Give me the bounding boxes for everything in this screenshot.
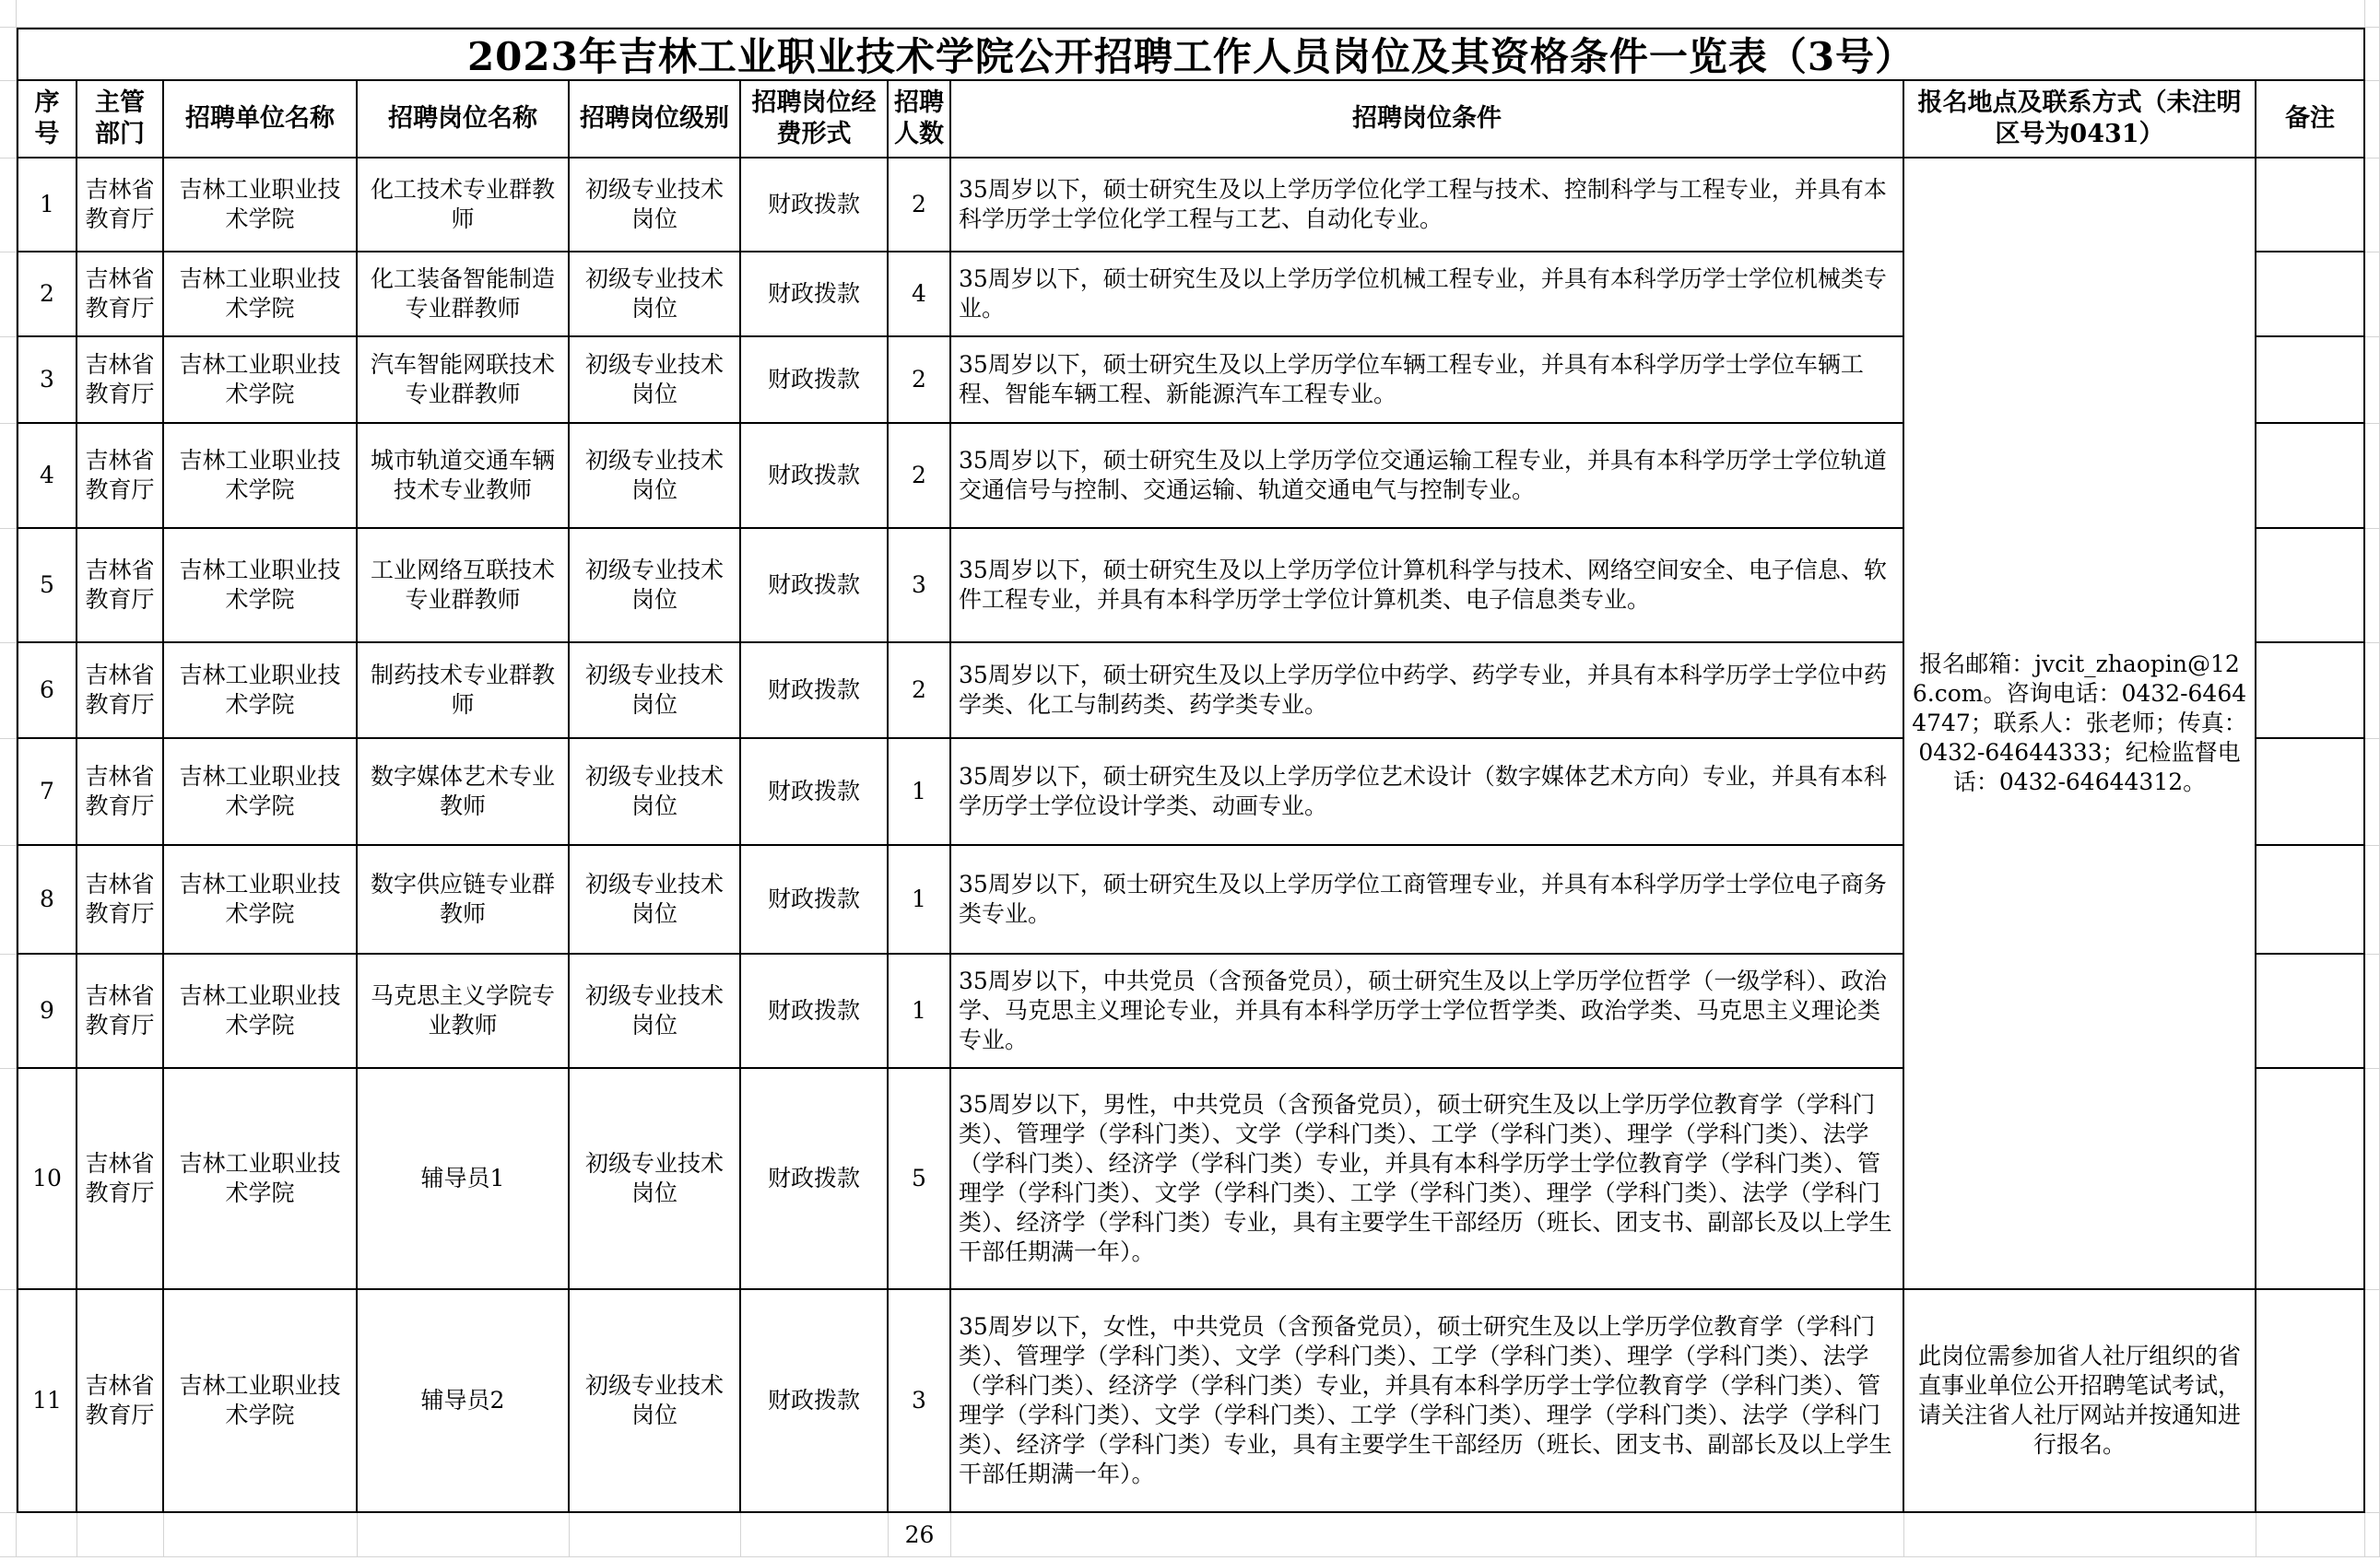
row-10-level-text: 初级专业技术岗位 (584, 1150, 724, 1206)
row-10-remark (2256, 1069, 2365, 1290)
row-2-funding-text: 财政拨款 (767, 280, 860, 307)
row-gutter-right (2365, 81, 2380, 158)
row-5-unit (164, 529, 358, 643)
row-5-funding-text: 财政拨款 (767, 571, 860, 598)
row-1-dept-text: 吉林省教育厅 (85, 176, 155, 232)
row-6-remark (2256, 643, 2365, 739)
row-8-unit-text: 吉林工业职业技术学院 (179, 871, 341, 927)
row-9-unit-text: 吉林工业职业技术学院 (179, 982, 341, 1039)
row-9-dept (77, 955, 164, 1069)
row-5-seq-text: 5 (40, 571, 54, 598)
row-7-dept-text: 吉林省教育厅 (85, 763, 155, 819)
header-level-text: 招聘岗位级别 (580, 104, 729, 133)
row-gutter-right (2365, 643, 2380, 739)
header-contact-text: 报名地点及联系方式（未注明区号为0431） (1917, 88, 2242, 148)
row-1-post-text: 化工技术专业群教师 (370, 176, 555, 232)
row-11-post-text: 辅导员2 (420, 1387, 505, 1414)
row-4-seq (17, 424, 77, 529)
row-gutter-right (2365, 739, 2380, 846)
row-4-remark (2256, 424, 2365, 529)
row-10-funding (741, 1069, 889, 1290)
row-4-unit (164, 424, 358, 529)
row-5-dept-text: 吉林省教育厅 (85, 557, 155, 613)
row-7-conditions-text: 35周岁以下，硕士研究生及以上学历学位艺术设计（数字媒体艺术方向）专业，并具有本科学历学士学位设计学类、动画专业。 (959, 763, 1887, 819)
row-8-dept (77, 846, 164, 955)
total-row-blank (951, 1513, 1904, 1557)
row-gutter-left (0, 28, 17, 81)
row-3-conditions-text: 35周岁以下，硕士研究生及以上学历学位车辆工程专业，并具有本科学历学士学位车辆工程、智能车辆工程、新能源汽车工程专业。 (959, 351, 1864, 407)
row-gutter-left (0, 1069, 17, 1290)
header-count-text: 招聘人数 (894, 88, 944, 148)
total-count-text: 26 (904, 1520, 935, 1548)
row-8-dept-text: 吉林省教育厅 (85, 871, 155, 927)
row-7-count (889, 739, 951, 846)
row-9-unit (164, 955, 358, 1069)
row-8-seq (17, 846, 77, 955)
row-gutter-left (0, 1513, 17, 1557)
top-strip (17, 0, 2365, 28)
row-9-funding (741, 955, 889, 1069)
row-11-conditions-text: 35周岁以下，女性，中共党员（含预备党员），硕士研究生及以上学历学位教育学（学科门类）、管理学（学科门类）、文学（学科门类）、工学（学科门类）、理学（学科门类）、法学（学科门类）、经济学（学科门类）专业，并具有本科学历学士学位教育学（学科门类）、管理学（学科门类）、文学（学科门类）、工学（学科门类）、理学（学科门类）、法学（学科门类）、经济学（学科门类）专业，具有主要学生干部经历（班长、团支书、副部长及以上学生干部任期满一年）。 (959, 1313, 1892, 1487)
row-5-conditions-text: 35周岁以下，硕士研究生及以上学历学位计算机科学与技术、网络空间安全、电子信息、软件工程专业，并具有本科学历学士学位计算机类、电子信息类专业。 (959, 557, 1887, 613)
row-11-unit (164, 1290, 358, 1513)
row-3-funding (741, 337, 889, 424)
row-gutter-right (2365, 955, 2380, 1069)
row-8-count-text: 1 (912, 886, 926, 912)
row-5-funding (741, 529, 889, 643)
row-3-unit (164, 337, 358, 424)
row-2-count (889, 252, 951, 337)
row-10-conditions-text: 35周岁以下，男性，中共党员（含预备党员），硕士研究生及以上学历学位教育学（学科门类）、管理学（学科门类）、文学（学科门类）、工学（学科门类）、理学（学科门类）、法学（学科门类）、经济学（学科门类）专业，并具有本科学历学士学位教育学（学科门类）、管理学（学科门类）、文学（学科门类）、工学（学科门类）、理学（学科门类）、法学（学科门类）、经济学（学科门类）专业，具有主要学生干部经历（班长、团支书、副部长及以上学生干部任期满一年）。 (959, 1091, 1892, 1265)
page-title-text: 2023年吉林工业职业技术学院公开招聘工作人员岗位及其资格条件一览表（3号） (466, 34, 1915, 79)
row-1-unit-text: 吉林工业职业技术学院 (179, 176, 341, 232)
row-1-funding-text: 财政拨款 (767, 191, 860, 217)
row-6-dept-text: 吉林省教育厅 (85, 662, 155, 718)
row-9-count-text: 1 (912, 997, 926, 1024)
row-7-level (570, 739, 741, 846)
row-4-post (358, 424, 570, 529)
row-2-seq-text: 2 (40, 280, 54, 307)
row-1-funding (741, 158, 889, 252)
row-3-dept (77, 337, 164, 424)
row-4-count-text: 2 (912, 462, 926, 488)
row-5-count-text: 3 (912, 571, 926, 598)
header-level (570, 81, 741, 158)
row-7-unit-text: 吉林工业职业技术学院 (179, 763, 341, 819)
row-6-seq (17, 643, 77, 739)
row-5-unit-text: 吉林工业职业技术学院 (179, 557, 341, 613)
row-6-funding (741, 643, 889, 739)
row-2-level (570, 252, 741, 337)
row-6-unit-text: 吉林工业职业技术学院 (179, 662, 341, 718)
total-row-blank (2256, 1513, 2365, 1557)
row-10-seq-text: 10 (32, 1165, 62, 1191)
row-3-seq-text: 3 (40, 366, 54, 393)
row-6-level-text: 初级专业技术岗位 (584, 662, 724, 718)
row-gutter-right (2365, 252, 2380, 337)
row-11-level-text: 初级专业技术岗位 (584, 1372, 724, 1428)
row-1-post (358, 158, 570, 252)
row-6-conditions-text: 35周岁以下，硕士研究生及以上学历学位中药学、药学专业，并具有本科学历学士学位中药学类、化工与制药类、药学类专业。 (959, 662, 1887, 718)
header-post (358, 81, 570, 158)
row-6-count-text: 2 (912, 676, 926, 703)
row-7-conditions (951, 739, 1904, 846)
row-8-funding (741, 846, 889, 955)
row-9-conditions-text: 35周岁以下，中共党员（含预备党员），硕士研究生及以上学历学位哲学（一级学科）、政治学、马克思主义理论专业，并具有本科学历学士学位哲学类、政治学类、马克思主义理论类专业。 (959, 968, 1887, 1053)
row-gutter-right (2365, 1513, 2380, 1557)
row-4-seq-text: 4 (40, 462, 54, 488)
row-2-level-text: 初级专业技术岗位 (584, 265, 724, 322)
row-5-dept (77, 529, 164, 643)
row-1-conditions (951, 158, 1904, 252)
row-gutter-left (0, 0, 17, 28)
row-8-post (358, 846, 570, 955)
row-8-seq-text: 8 (40, 886, 54, 912)
contact-info-row-11 (1904, 1290, 2256, 1513)
row-gutter-left (0, 337, 17, 424)
row-gutter-left (0, 1290, 17, 1513)
row-4-level-text: 初级专业技术岗位 (584, 447, 724, 503)
total-row-blank (1904, 1513, 2256, 1557)
row-7-unit (164, 739, 358, 846)
row-1-remark (2256, 158, 2365, 252)
row-3-level-text: 初级专业技术岗位 (584, 351, 724, 407)
row-2-seq (17, 252, 77, 337)
header-dept-text: 主管部门 (95, 88, 145, 148)
row-11-dept-text: 吉林省教育厅 (85, 1372, 155, 1428)
row-11-level (570, 1290, 741, 1513)
row-11-dept (77, 1290, 164, 1513)
row-3-conditions (951, 337, 1904, 424)
row-4-conditions-text: 35周岁以下，硕士研究生及以上学历学位交通运输工程专业，并具有本科学历学士学位轨道交通信号与控制、交通运输、轨道交通电气与控制专业。 (959, 447, 1887, 503)
row-gutter-left (0, 643, 17, 739)
row-1-count (889, 158, 951, 252)
total-row-blank (164, 1513, 358, 1557)
row-gutter-left (0, 529, 17, 643)
row-1-seq (17, 158, 77, 252)
contact-info-row-11-text: 此岗位需参加省人社厅组织的省直事业单位公开招聘笔试考试，请关注省人社厅网站并按通知进行报名。 (1917, 1343, 2241, 1458)
row-8-post-text: 数字供应链专业群教师 (370, 871, 555, 927)
row-11-conditions (951, 1290, 1904, 1513)
row-7-post (358, 739, 570, 846)
row-9-conditions (951, 955, 1904, 1069)
row-4-post-text: 城市轨道交通车辆技术专业教师 (370, 447, 555, 503)
row-gutter-left (0, 739, 17, 846)
row-10-conditions (951, 1069, 1904, 1290)
row-7-seq-text: 7 (40, 778, 54, 804)
row-5-post (358, 529, 570, 643)
row-gutter-left (0, 955, 17, 1069)
row-8-funding-text: 财政拨款 (767, 886, 860, 912)
row-5-remark (2256, 529, 2365, 643)
row-3-level (570, 337, 741, 424)
row-11-count (889, 1290, 951, 1513)
row-2-remark (2256, 252, 2365, 337)
row-2-dept (77, 252, 164, 337)
row-4-funding (741, 424, 889, 529)
contact-info-merged-text: 报名邮箱：jvcit_zhaopin@126.com。咨询电话：0432-64644747；联系人：张老师；传真：0432-64644333；纪检监督电话：0432-64644312。 (1912, 651, 2247, 795)
row-9-funding-text: 财政拨款 (767, 997, 860, 1024)
row-9-count (889, 955, 951, 1069)
total-row-blank (570, 1513, 741, 1557)
row-2-post (358, 252, 570, 337)
header-seq (17, 81, 77, 158)
header-dept (77, 81, 164, 158)
row-7-level-text: 初级专业技术岗位 (584, 763, 724, 819)
row-10-unit-text: 吉林工业职业技术学院 (179, 1150, 341, 1206)
row-gutter-right (2365, 529, 2380, 643)
row-5-level (570, 529, 741, 643)
row-gutter-left (0, 158, 17, 252)
row-8-level-text: 初级专业技术岗位 (584, 871, 724, 927)
header-funding-text: 招聘岗位经费形式 (751, 88, 877, 148)
row-3-post-text: 汽车智能网联技术专业群教师 (370, 351, 555, 407)
row-11-unit-text: 吉林工业职业技术学院 (179, 1372, 341, 1428)
row-gutter-right (2365, 158, 2380, 252)
row-2-unit (164, 252, 358, 337)
row-11-post (358, 1290, 570, 1513)
total-row-blank (17, 1513, 77, 1557)
row-1-seq-text: 1 (40, 191, 54, 217)
header-remark (2256, 81, 2365, 158)
row-6-dept (77, 643, 164, 739)
header-conditions (951, 81, 1904, 158)
row-5-post-text: 工业网络互联技术专业群教师 (370, 557, 555, 613)
row-5-seq (17, 529, 77, 643)
header-funding (741, 81, 889, 158)
row-gutter-left (0, 81, 17, 158)
row-9-level (570, 955, 741, 1069)
row-2-count-text: 4 (912, 280, 926, 307)
row-gutter-right (2365, 337, 2380, 424)
row-7-post-text: 数字媒体艺术专业教师 (370, 763, 555, 819)
row-11-seq-text: 11 (32, 1387, 62, 1414)
header-seq-text: 序号 (34, 88, 60, 148)
row-8-unit (164, 846, 358, 955)
total-row-blank (77, 1513, 164, 1557)
row-4-conditions (951, 424, 1904, 529)
row-3-unit-text: 吉林工业职业技术学院 (179, 351, 341, 407)
row-2-conditions (951, 252, 1904, 337)
row-8-remark (2256, 846, 2365, 955)
row-6-unit (164, 643, 358, 739)
row-gutter-left (0, 424, 17, 529)
row-7-dept (77, 739, 164, 846)
row-1-unit (164, 158, 358, 252)
row-11-count-text: 3 (912, 1387, 926, 1414)
row-3-count-text: 2 (912, 366, 926, 393)
row-1-count-text: 2 (912, 191, 926, 217)
row-7-count-text: 1 (912, 778, 926, 804)
row-11-funding (741, 1290, 889, 1513)
row-gutter-right (2365, 1069, 2380, 1290)
row-gutter-right (2365, 28, 2380, 81)
row-10-level (570, 1069, 741, 1290)
row-9-level-text: 初级专业技术岗位 (584, 982, 724, 1039)
row-2-funding (741, 252, 889, 337)
row-6-conditions (951, 643, 1904, 739)
contact-info-merged (1904, 158, 2256, 1290)
total-count (889, 1513, 951, 1557)
row-10-post (358, 1069, 570, 1290)
row-6-seq-text: 6 (40, 676, 54, 703)
row-6-level (570, 643, 741, 739)
row-8-count (889, 846, 951, 955)
row-7-funding (741, 739, 889, 846)
row-4-dept-text: 吉林省教育厅 (85, 447, 155, 503)
header-contact (1904, 81, 2256, 158)
row-2-dept-text: 吉林省教育厅 (85, 265, 155, 322)
total-row-blank (741, 1513, 889, 1557)
row-10-dept (77, 1069, 164, 1290)
row-1-conditions-text: 35周岁以下，硕士研究生及以上学历学位化学工程与技术、控制科学与工程专业，并具有本科学历学士学位化学工程与工艺、自动化专业。 (959, 176, 1887, 232)
row-1-dept (77, 158, 164, 252)
row-2-unit-text: 吉林工业职业技术学院 (179, 265, 341, 322)
row-4-count (889, 424, 951, 529)
row-3-dept-text: 吉林省教育厅 (85, 351, 155, 407)
row-10-unit (164, 1069, 358, 1290)
row-5-conditions (951, 529, 1904, 643)
row-10-dept-text: 吉林省教育厅 (85, 1150, 155, 1206)
row-10-count-text: 5 (912, 1165, 926, 1191)
row-11-seq (17, 1290, 77, 1513)
row-11-remark (2256, 1290, 2365, 1513)
row-11-funding-text: 财政拨款 (767, 1387, 860, 1414)
row-8-conditions-text: 35周岁以下，硕士研究生及以上学历学位工商管理专业，并具有本科学历学士学位电子商务类专业。 (959, 871, 1887, 927)
row-gutter-right (2365, 846, 2380, 955)
row-gutter-left (0, 846, 17, 955)
row-9-dept-text: 吉林省教育厅 (85, 982, 155, 1039)
row-4-level (570, 424, 741, 529)
row-4-dept (77, 424, 164, 529)
row-7-funding-text: 财政拨款 (767, 778, 860, 804)
row-5-count (889, 529, 951, 643)
row-3-remark (2256, 337, 2365, 424)
row-gutter-right (2365, 1290, 2380, 1513)
row-9-post (358, 955, 570, 1069)
total-row-blank (358, 1513, 570, 1557)
row-2-conditions-text: 35周岁以下，硕士研究生及以上学历学位机械工程专业，并具有本科学历学士学位机械类专业。 (959, 265, 1887, 322)
header-remark-text: 备注 (2285, 104, 2335, 133)
row-4-funding-text: 财政拨款 (767, 462, 860, 488)
row-4-unit-text: 吉林工业职业技术学院 (179, 447, 341, 503)
row-8-level (570, 846, 741, 955)
row-2-post-text: 化工装备智能制造专业群教师 (370, 265, 555, 322)
row-3-count (889, 337, 951, 424)
row-5-level-text: 初级专业技术岗位 (584, 557, 724, 613)
row-6-post-text: 制药技术专业群教师 (370, 662, 555, 718)
row-9-post-text: 马克思主义学院专业教师 (370, 982, 555, 1039)
row-6-funding-text: 财政拨款 (767, 676, 860, 703)
row-9-seq (17, 955, 77, 1069)
row-3-funding-text: 财政拨款 (767, 366, 860, 393)
header-unit (164, 81, 358, 158)
row-9-seq-text: 9 (40, 997, 54, 1024)
row-gutter-right (2365, 0, 2380, 28)
row-3-seq (17, 337, 77, 424)
header-unit-text: 招聘单位名称 (185, 104, 335, 133)
row-6-post (358, 643, 570, 739)
row-6-count (889, 643, 951, 739)
header-count (889, 81, 951, 158)
row-1-level (570, 158, 741, 252)
row-10-post-text: 辅导员1 (420, 1165, 505, 1191)
row-gutter-right (2365, 424, 2380, 529)
row-gutter-left (0, 252, 17, 337)
row-10-funding-text: 财政拨款 (767, 1165, 860, 1191)
row-10-seq (17, 1069, 77, 1290)
row-10-count (889, 1069, 951, 1290)
row-8-conditions (951, 846, 1904, 955)
row-7-remark (2256, 739, 2365, 846)
row-9-remark (2256, 955, 2365, 1069)
page-title (17, 28, 2365, 81)
header-post-text: 招聘岗位名称 (388, 104, 537, 133)
row-3-post (358, 337, 570, 424)
row-1-level-text: 初级专业技术岗位 (584, 176, 724, 232)
row-7-seq (17, 739, 77, 846)
header-conditions-text: 招聘岗位条件 (1352, 104, 1502, 133)
